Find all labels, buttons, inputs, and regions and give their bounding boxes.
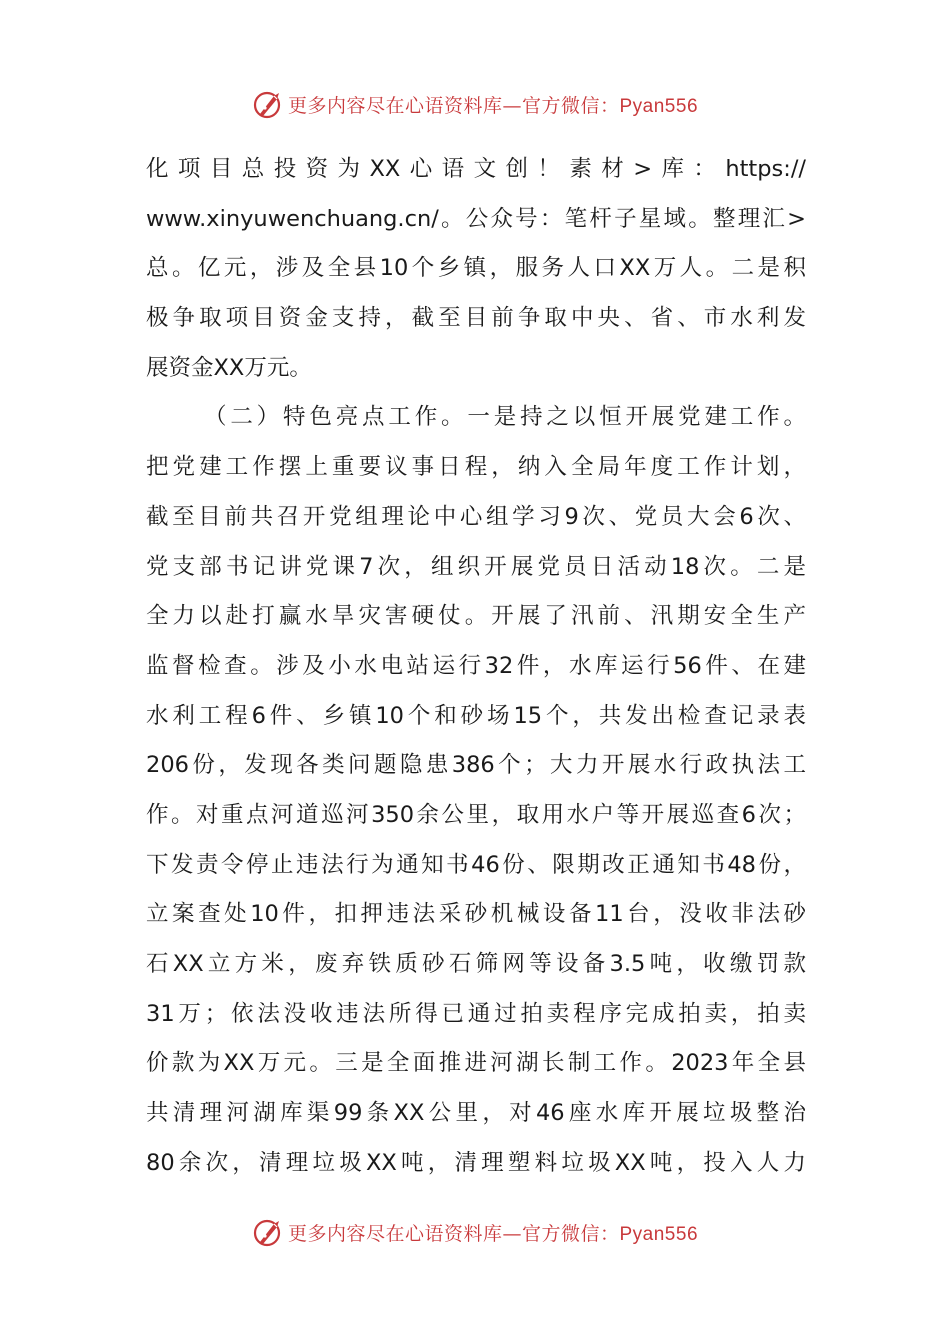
watermark-wechat-id: Pyan556	[619, 95, 699, 117]
text-line: 极争取项目资金支持，截至目前争取中央、省、市水利发	[146, 305, 806, 332]
watermark-text: 更多内容尽在心语资料库	[287, 94, 503, 117]
text-line: 80余次，清理垃圾XX吨，清理塑料垃圾XX吨，投入人力	[146, 1149, 806, 1176]
text-line: 监督检查。涉及小水电站运行32件，水库运行56件、在建	[146, 652, 806, 679]
text-line: 把党建工作摆上重要议事日程，纳入全局年度工作计划，	[146, 454, 806, 481]
text-line: 价款为XX万元。三是全面推进河湖长制工作。2023年全县	[146, 1050, 806, 1077]
text-line: 总。亿元，涉及全县10个乡镇，服务人口XX万人。二是积	[146, 255, 806, 282]
text-line: （二）特色亮点工作。一是持之以恒开展党建工作。	[204, 404, 806, 431]
document-body	[146, 145, 806, 1188]
paragraph-2	[146, 393, 806, 1188]
text-line: 石XX立方米，废弃铁质砂石筛网等设备3.5吨，收缴罚款	[146, 951, 806, 977]
watermark-wechat-label: 官方微信：	[521, 1222, 620, 1245]
text-line: 作。对重点河道巡河350余公里，取用水户等开展巡查6次；	[146, 801, 806, 828]
text-line: 截至目前共召开党组理论中心组学习9次、党员大会6次、	[146, 503, 806, 530]
watermark-text: 更多内容尽在心语资料库	[287, 1222, 503, 1245]
watermark-wechat-label: 官方微信：	[521, 94, 620, 117]
text-line: 立案查处10件，扣押违法采砂机械设备11台，没收非法砂	[146, 901, 806, 928]
text-line: 下发责令停止违法行为通知书46份、限期改正通知书48份，	[146, 851, 806, 878]
header-watermark	[0, 84, 950, 124]
text-line: 水利工程6件、乡镇10个和砂场15个，共发出检查记录表	[146, 702, 806, 729]
paragraph-1	[146, 145, 806, 393]
footer-watermark	[0, 1212, 950, 1252]
text-line: 206份，发现各类问题隐患386个；大力开展水行政执法工	[146, 752, 806, 779]
text-line: 全力以赴打赢水旱灾害硬仗。开展了汛前、汛期安全生产	[146, 603, 806, 630]
pen-nib-circle-icon	[252, 87, 286, 121]
watermark-separator: —	[502, 1222, 522, 1245]
watermark-separator: —	[502, 94, 522, 117]
text-line: 共清理河湖库渠99条XX公里，对46座水库开展垃圾整治	[146, 1100, 806, 1127]
text-line: 展资金XX万元。	[146, 354, 312, 381]
pen-nib-circle-icon	[252, 1215, 286, 1249]
text-line: 化项目总投资为XX心语文创！素材>库：https://	[146, 156, 806, 182]
watermark-wechat-id: Pyan556	[619, 1223, 699, 1245]
text-line: 31万；依法没收违法所得已通过拍卖程序完成拍卖，拍卖	[146, 1000, 806, 1027]
text-line: 党支部书记讲党课7次，组织开展党员日活动18次。二是	[146, 553, 806, 580]
text-line: www.xinyuwenchuang.cn/。公众号：笔杆子星域。整理汇>	[146, 205, 806, 232]
